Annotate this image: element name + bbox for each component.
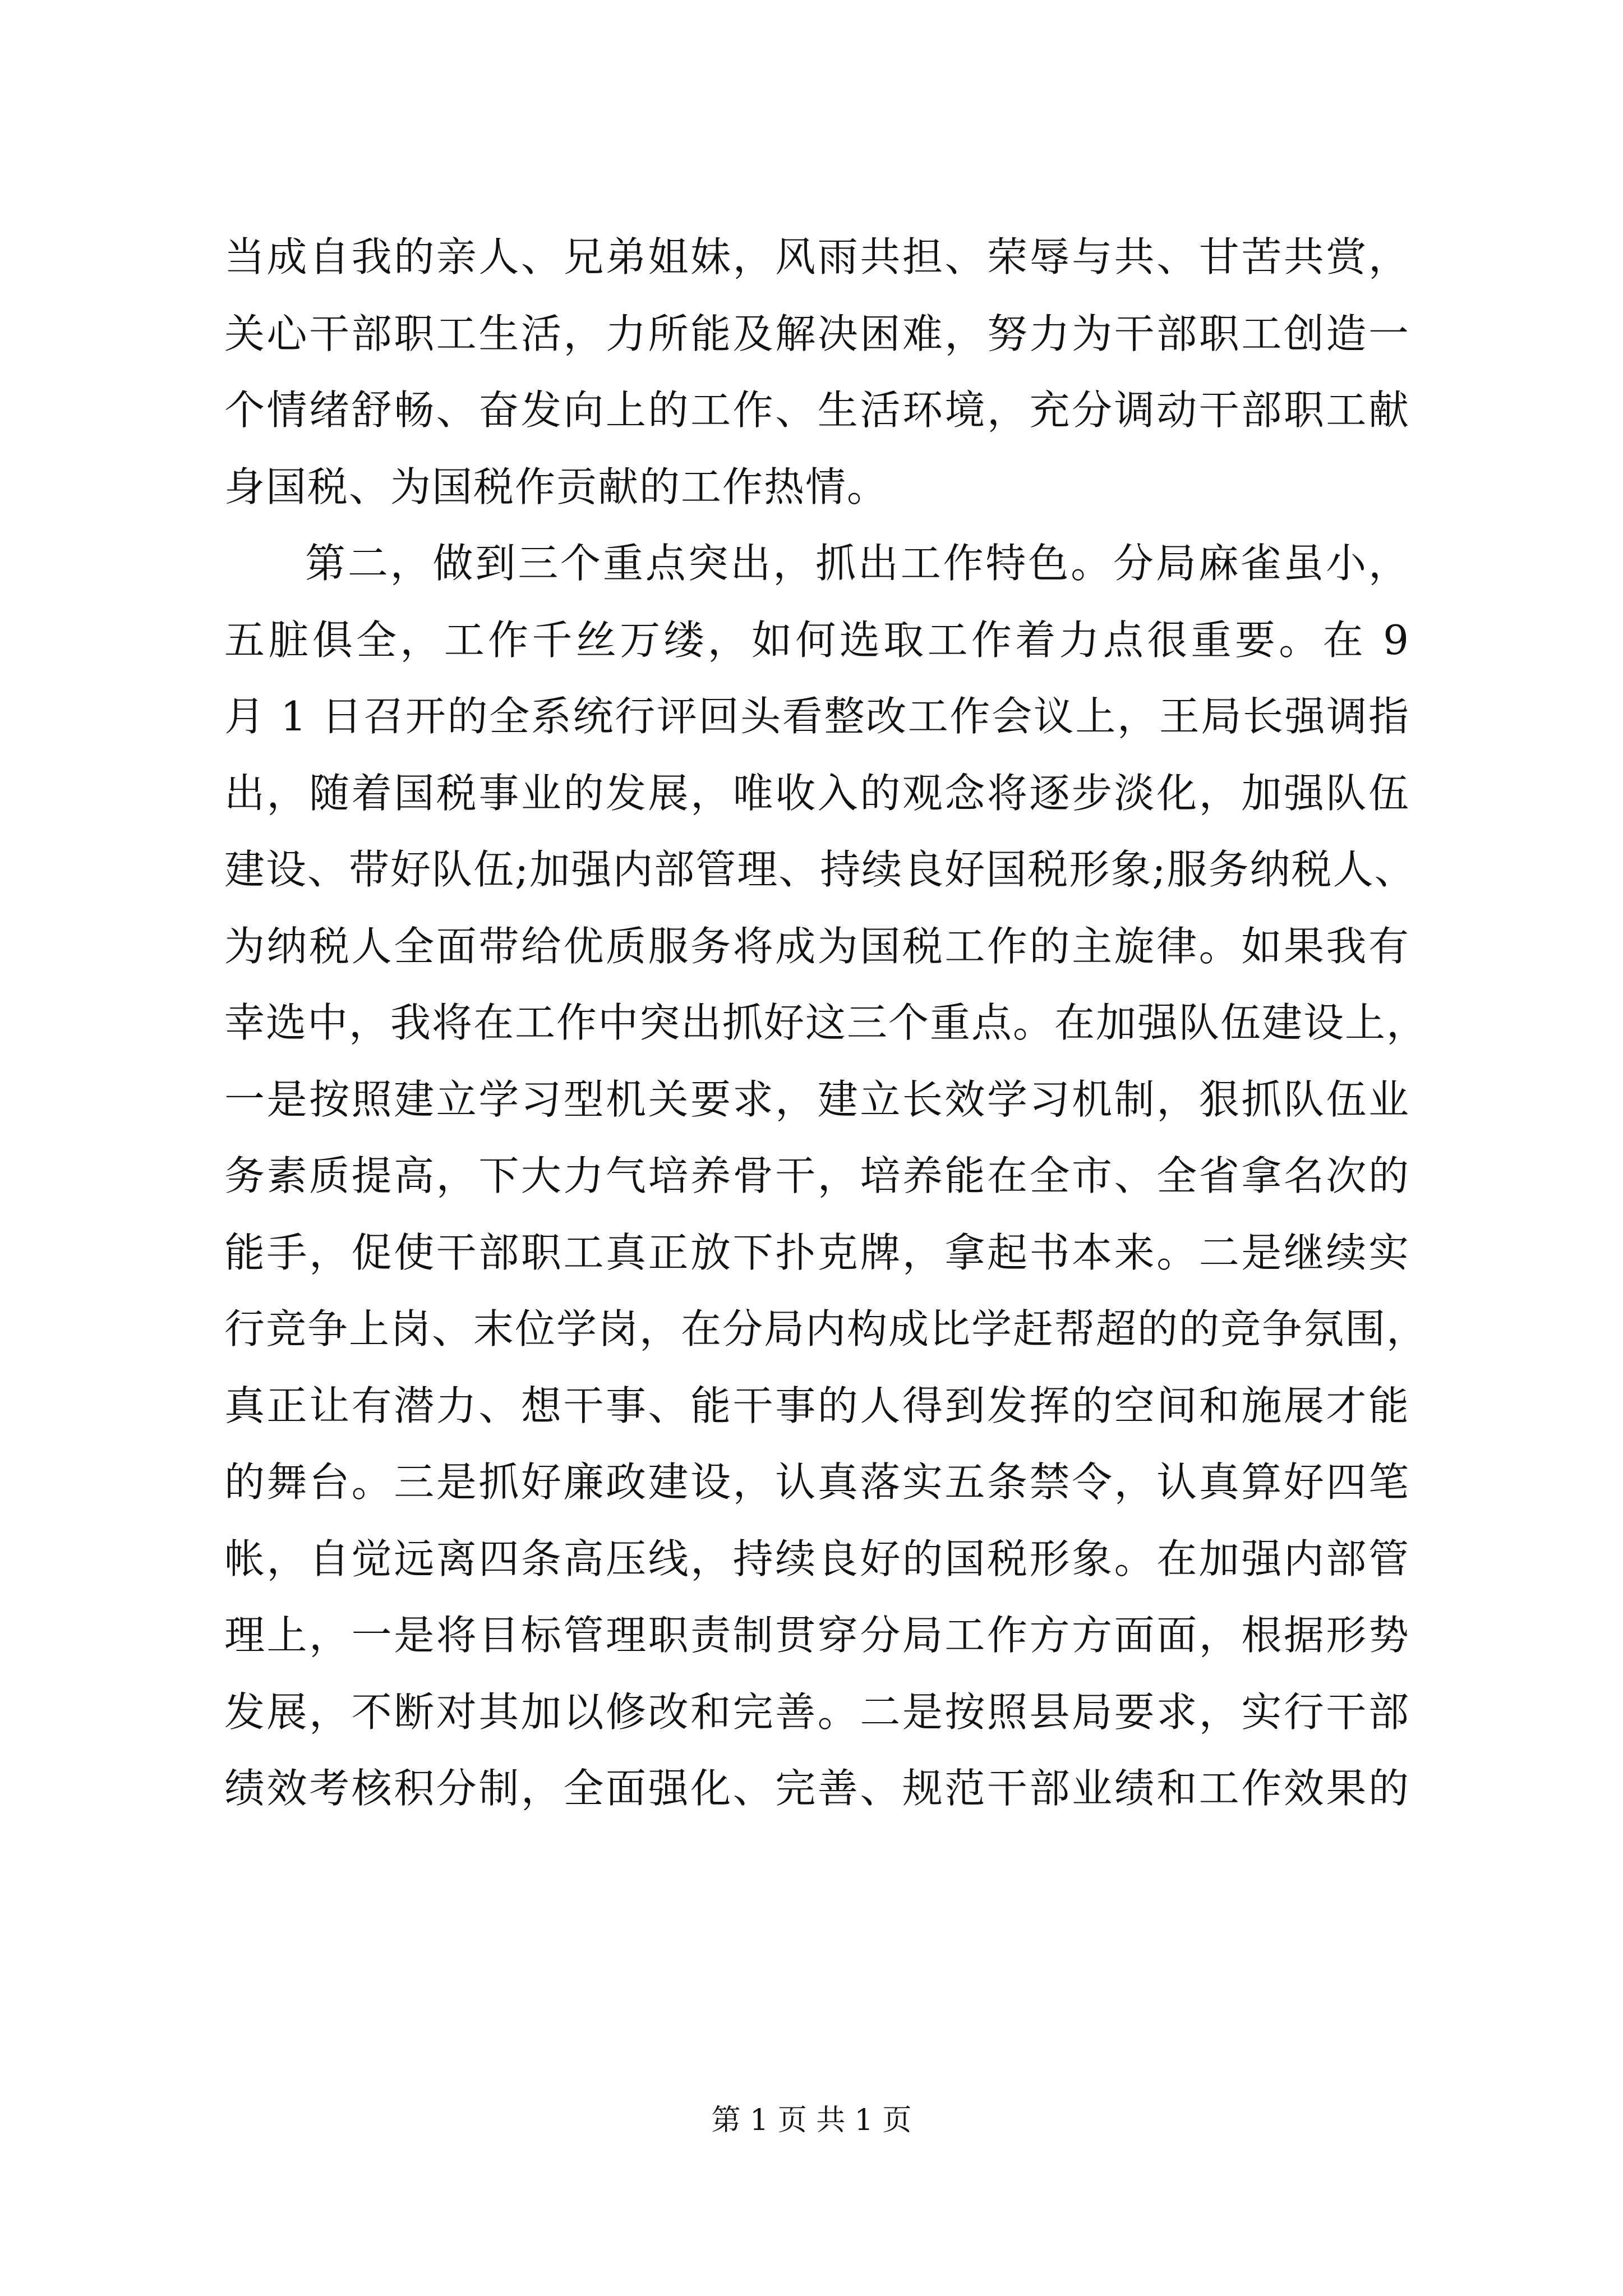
text-line: 发展，不断对其加以修改和完善。二是按照县局要求，实行干部 bbox=[224, 1688, 1410, 1736]
text-line: 行竞争上岗、末位学岗，在分局内构成比学赶帮超的的竞争氛围， bbox=[224, 1305, 1428, 1352]
text-line: 能手，促使干部职工真正放下扑克牌，拿起书本来。二是继续实 bbox=[224, 1228, 1410, 1276]
text-line: 幸选中，我将在工作中突出抓好这三个重点。在加强队伍建设上， bbox=[224, 999, 1428, 1046]
text-line: 身国税、为国税作贡献的工作热情。 bbox=[224, 463, 889, 510]
text-line: 绩效考核积分制，全面强化、完善、规范干部业绩和工作效果的 bbox=[224, 1765, 1410, 1812]
text-line: 关心干部职工生活，力所能及解决困难，努力为干部职工创造一 bbox=[224, 310, 1410, 357]
text-line: 建设、带好队伍;加强内部管理、持续良好国税形象;服务纳税人、 bbox=[224, 846, 1416, 893]
text-line: 出，随着国税事业的发展，唯收入的观念将逐步淡化，加强队伍 bbox=[224, 769, 1410, 817]
text-line: 理上，一是将目标管理职责制贯穿分局工作方方面面，根据形势 bbox=[224, 1612, 1410, 1659]
text-line: 月 1 日召开的全系统行评回头看整改工作会议上，王局长强调指 bbox=[224, 693, 1410, 740]
text-line: 为纳税人全面带给优质服务将成为国税工作的主旋律。如果我有 bbox=[224, 922, 1410, 970]
text-line: 帐，自觉远离四条高压线，持续良好的国税形象。在加强内部管 bbox=[224, 1535, 1410, 1582]
text-line: 真正让有潜力、想干事、能干事的人得到发挥的空间和施展才能 bbox=[224, 1382, 1410, 1429]
paragraph-start-line: 第二，做到三个重点突出，抓出工作特色。分局麻雀虽小， bbox=[305, 540, 1410, 587]
text-line: 一是按照建立学习型机关要求，建立长效学习机制，狠抓队伍业 bbox=[224, 1075, 1410, 1123]
body-text bbox=[224, 219, 1428, 1827]
page-footer: 第 1 页 共 1 页 bbox=[711, 2104, 912, 2137]
text-line: 当成自我的亲人、兄弟姐妹，风雨共担、荣辱与共、甘苦共赏， bbox=[224, 233, 1410, 280]
text-line: 务素质提高，下大力气培养骨干，培养能在全市、全省拿名次的 bbox=[224, 1152, 1410, 1199]
text-line: 个情绪舒畅、奋发向上的工作、生活环境，充分调动干部职工献 bbox=[224, 386, 1410, 434]
text-line: 五脏俱全，工作千丝万缕，如何选取工作着力点很重要。在 9 bbox=[224, 616, 1410, 664]
text-line: 的舞台。三是抓好廉政建设，认真落实五条禁令，认真算好四笔 bbox=[224, 1458, 1410, 1506]
